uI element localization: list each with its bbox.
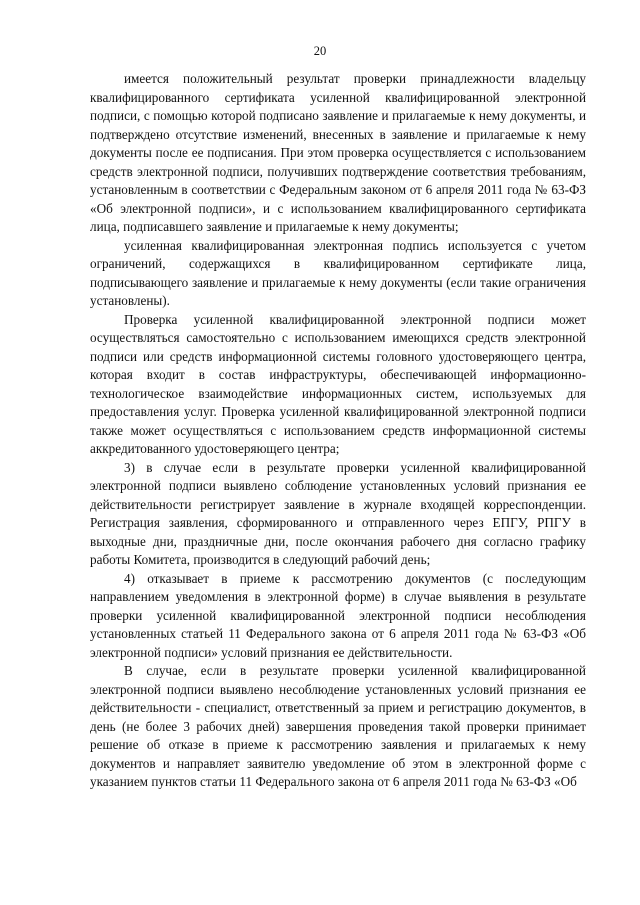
- paragraph-signature-restrictions: усиленная квалифицированная электронная подпись используется с учетом ограничений, содержащихся в квалифицированном сертификате лица, подписывающего заявление и прилагаемые к нему документы (если такие ограничения установлены).: [90, 237, 586, 308]
- paragraph-item-3-registration: 3) в случае если в результате проверки усиленной квалифицированной электронной подписи выявлено соблюдение установленных условий признания ее действительности регистрирует заявление в журнале входящей корреспонденции. Регистрация заявления, сформированного и отправленного через ЕПГУ, РПГУ в выходные дни, праздничные дни, после окончания рабочего дня согласно графику работы Комитета, производится в следующий рабочий день;: [90, 459, 586, 567]
- paragraph-verification-result: имеется положительный результат проверки принадлежности владельцу квалифицированного сертификата усиленной квалифицированной электронной подписи, с помощью которой подписано заявление и прилагаемые к нему документы, и подтверждено отсутствие изменений, внесенных в заявление и прилагаемые к нему документы после ее подписания. При этом проверка осуществляется с использованием средств электронной подписи, получивших подтверждение соответствия требованиям, установленным в соответствии с Федеральным законом от 6 апреля 2011 года № 63-ФЗ «Об электронной подписи», и с использованием квалифицированного сертификата лица, подписавшего заявление и прилагаемые к нему документы;: [90, 71, 586, 234]
- paragraph-refusal-procedure: В случае, если в результате проверки усиленной квалифицированной электронной подписи выявлено несоблюдение установленных условий признания ее действительности - специалист, ответственный за прием и регистрацию документов, в день (не более 3 рабочих дней) завершения проведения такой проверки принимает решение об отказе в приеме к рассмотрению заявления и прилагаемых к нему документов и направляет заявителю уведомление об этом в электронной форме с указанием пунктов статьи 11 Федерального закона от 6 апреля 2011 года № 63-ФЗ «Об: [90, 663, 586, 789]
- paragraph-item-4-refusal: 4) отказывает в приеме к рассмотрению документов (с последующим направлением уведомления в электронной форме) в случае выявления в результате проверки усиленной квалифицированной электронной подписи несоблюдения установленных статьей 11 Федерального закона от 6 апреля 2011 года № 63-ФЗ «Об электронной подписи» условий признания ее действительности.: [90, 570, 586, 660]
- page-number: 20: [313, 44, 327, 58]
- document-body: [90, 70, 586, 792]
- paragraph-signature-check-methods: Проверка усиленной квалифицированной электронной подписи может осуществляться самостоятельно с использованием имеющихся средств электронной подписи или средств информационной системы головного удостоверяющего центра, которая входит в состав инфраструктуры, обеспечивающей информационно-технологическое взаимодействие информационных систем, используемых для предоставления услуг. Проверка усиленной квалифицированной электронной подписи также может осуществляться с использованием средств информационной системы аккредитованного удостоверяющего центра;: [90, 311, 586, 456]
